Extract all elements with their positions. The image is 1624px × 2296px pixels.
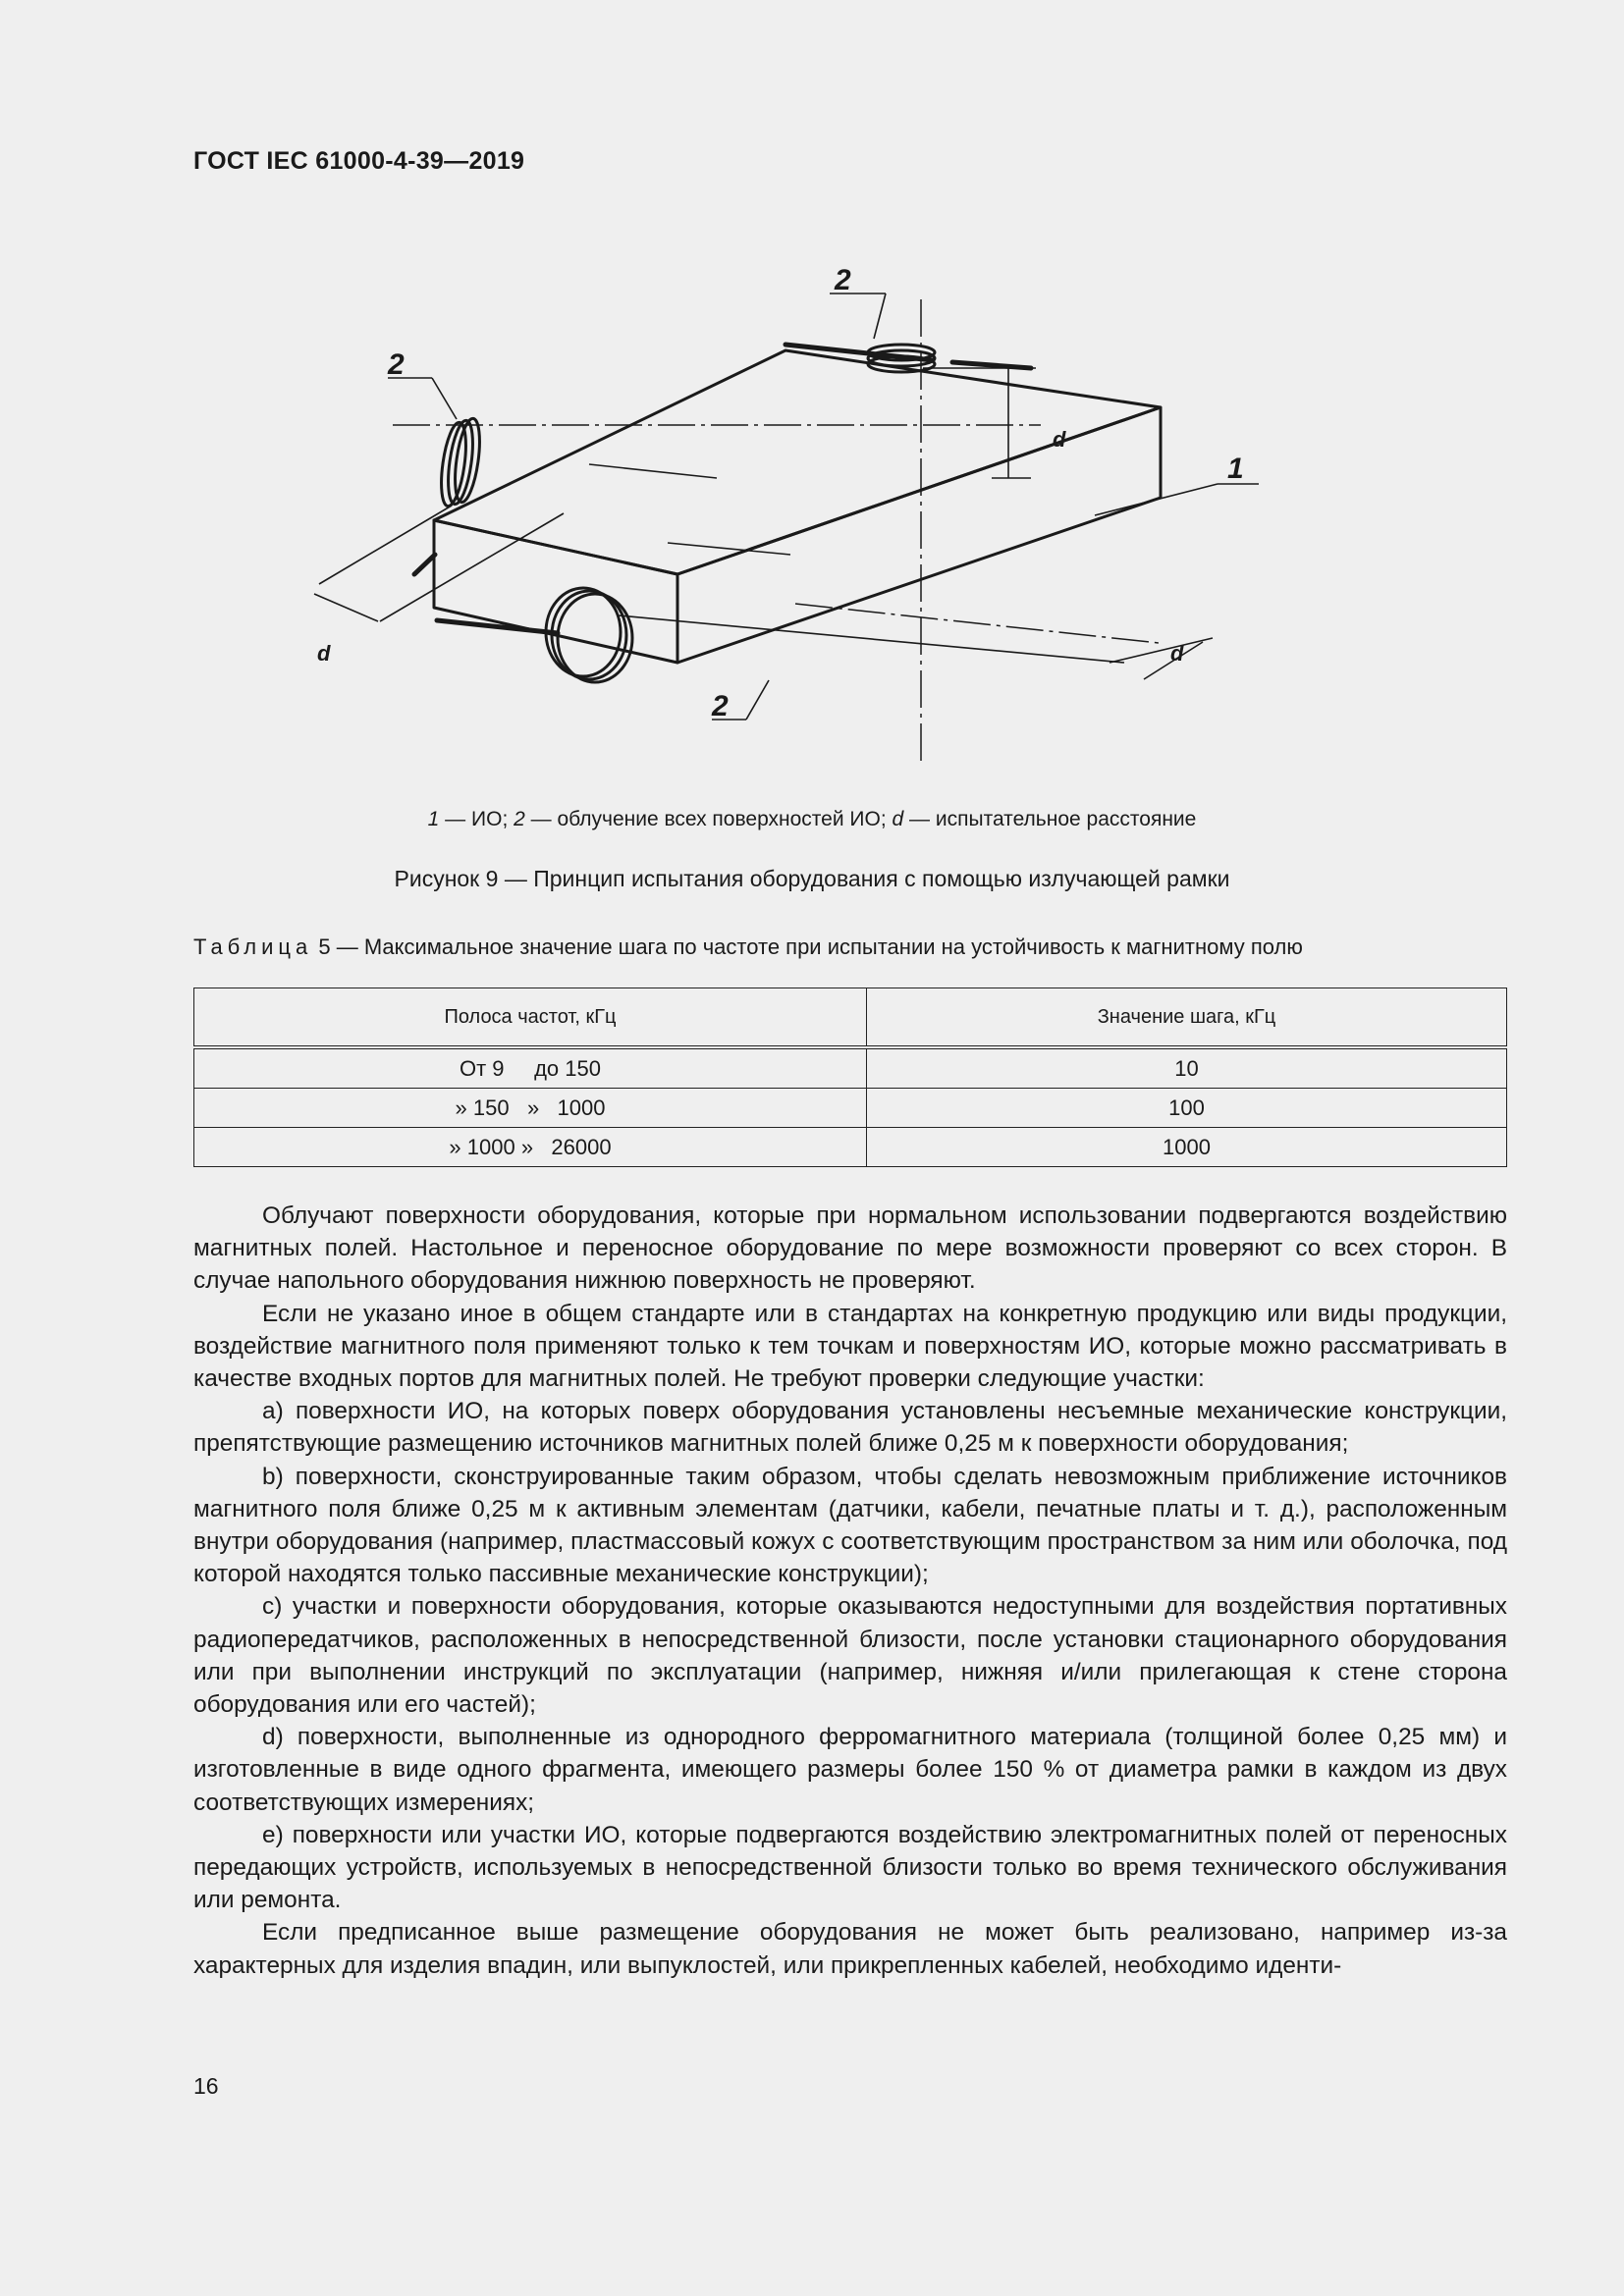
d-arrow-right — [1110, 638, 1213, 663]
table-header-row — [194, 988, 1507, 1048]
frequency-step-table — [193, 988, 1507, 1167]
label-d-top: d — [1053, 427, 1066, 452]
table-cell: 1000 — [867, 1128, 1507, 1167]
label-eut: 1 — [1227, 453, 1244, 485]
list-item-c: c) участки и поверхности оборудования, которые оказываются недоступными для воздействия портативных радиопередатчиков, расположенных в непосредственной близости, после установки стационарного оборудования или при выполнении инструкций по эксплуатации (например, нижняя и/или прилегающая к стене сторона оборудования или его частей); — [193, 1593, 1507, 1719]
list-item-b: b) поверхности, сконструированные таким образом, чтобы сделать невозможным приближение источников магнитного поля ближе 0,25 м к активным элементам (датчики, кабели, печатные платы и т. д.), расположенным внутри оборудования (например, пластмассовый кожух с соответствующим пространством за ним или оболочка, под которой находятся только пассивные механические конструкции); — [193, 1463, 1507, 1588]
label-coil-top: 2 — [835, 264, 851, 296]
table-row — [194, 1047, 1507, 1089]
table-title: Таблица 5 — Максимальное значение шага по частоте при испытании на устойчивость к магнитному полю — [193, 934, 1303, 959]
coil-group — [437, 345, 935, 682]
list-item-a: a) поверхности ИО, на которых поверх оборудования установлены несъемные механические конструкции, препятствующие размещению источников магнитных полей ближе 0,25 м к поверхности оборудования; — [193, 1398, 1507, 1458]
table-row — [194, 1089, 1507, 1128]
page-number: 16 — [193, 2073, 219, 2099]
document-header: ГОСТ IEC 61000-4-39—2019 — [193, 147, 525, 175]
table-header-band: Полоса частот, кГц — [194, 988, 867, 1048]
figure-caption: Рисунок 9 — Принцип испытания оборудования с помощью излучающей рамки — [394, 866, 1230, 891]
label-d-left: d — [317, 641, 331, 666]
left-coil — [437, 421, 470, 507]
paragraph: Если предписанное выше размещение оборудования не может быть реализовано, например из-за характерных для изделия впадин, или выпуклостей, или прикрепленных кабелей, необходимо иденти- — [193, 1919, 1507, 1979]
eut-right-face — [677, 407, 1161, 663]
body-text — [193, 1200, 1507, 1982]
table-cell: 100 — [867, 1089, 1507, 1128]
table-cell: » 150 » 1000 — [194, 1089, 867, 1128]
paragraph: Облучают поверхности оборудования, которые при нормальном использовании подвергаются воздействию магнитных полей. Настольное и переносное оборудование по мере возможности проверяют со всех сторон. В случае напольного оборудования нижнюю поверхность не проверяют. — [193, 1202, 1507, 1295]
table-cell: От 9 до 150 — [194, 1047, 867, 1089]
table-cell: 10 — [867, 1047, 1507, 1089]
table-header-step: Значение шага, кГц — [867, 988, 1507, 1048]
figure-legend: 1 — ИО; 2 — облучение всех поверхностей ИО; d — испытательное расстояние — [427, 808, 1197, 830]
table-cell: » 1000 » 26000 — [194, 1128, 867, 1167]
paragraph: Если не указано иное в общем стандарте или в стандартах на конкретную продукцию или виды продукции, воздействие магнитного поля применяют только к тем точкам и поверхностям ИО, которые можно рассматривать в качестве входных портов для магнитных полей. Не требуют проверки следующие участки: — [193, 1300, 1507, 1393]
eut-front-face — [434, 520, 677, 663]
list-item-e: e) поверхности или участки ИО, которые подвергаются воздействию электромагнитных полей от переносных передающих устройств, используемых в непосредственной близости только во время технического обслуживания или ремонта. — [193, 1821, 1507, 1914]
list-item-d: d) поверхности, выполненные из однородного ферромагнитного материала (толщиной более 0,25 мм) и изготовленные в виде одного фрагмента, имеющего размеры более 150 % от диаметра рамки в каждом из двух соответствующих измерениях; — [193, 1724, 1507, 1816]
test-setup-drawing — [317, 250, 1247, 771]
eut-top-face — [434, 350, 1161, 574]
table-row — [194, 1128, 1507, 1167]
label-d-right: d — [1170, 641, 1184, 666]
leader-1 — [1095, 484, 1218, 515]
figure-9 — [317, 250, 1247, 771]
label-coil-left: 2 — [388, 348, 405, 381]
label-coil-front: 2 — [712, 690, 729, 722]
